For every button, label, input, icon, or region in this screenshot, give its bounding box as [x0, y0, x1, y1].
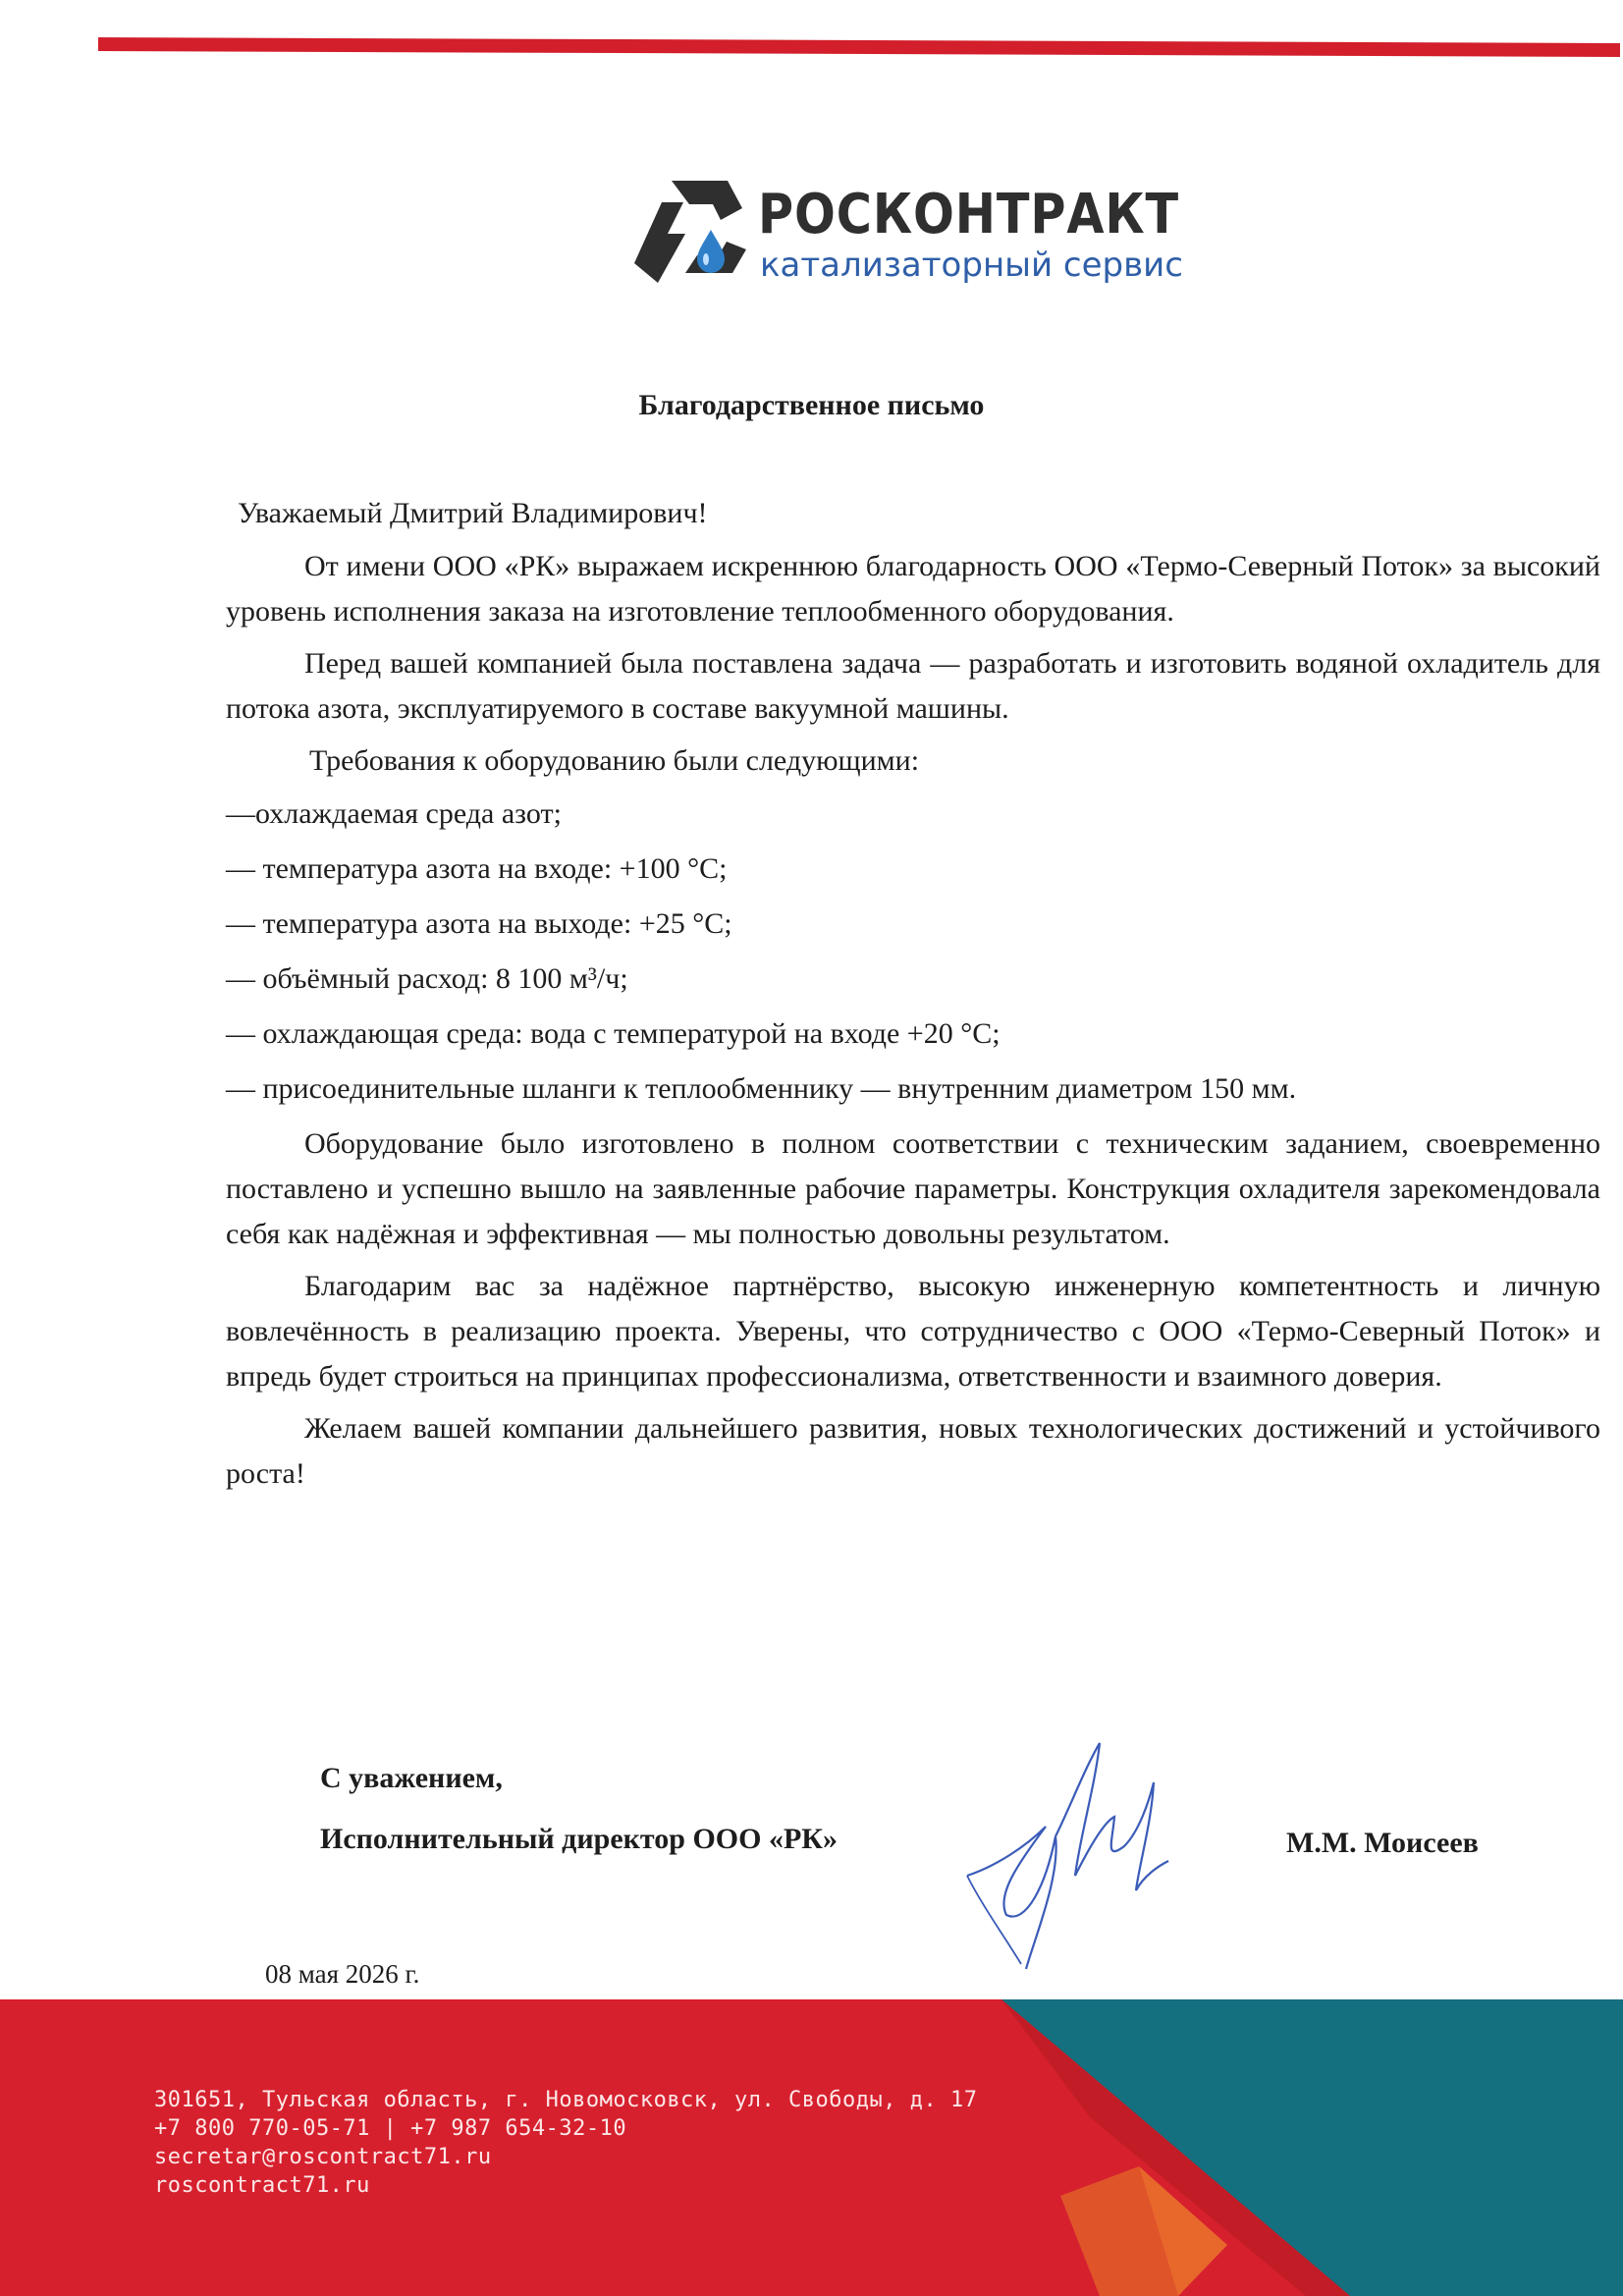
- water-drop-icon: [697, 230, 725, 273]
- requirement-item: — присоединительные шланги к теплообменнику — внутренним диаметром 150 мм.: [226, 1072, 1297, 1105]
- logo-subtitle: катализаторный сервис: [760, 246, 1183, 285]
- footer-contacts: [154, 2086, 977, 2200]
- paragraph-gratitude: Благодарим вас за надёжное партнёрство, высокую инженерную компетентность и личную вовлечённость в реализацию проекта. Уверены, что сотрудничество с ООО «Термо-Северный Поток» и впредь будет строиться на принципах профессионализма, ответственности и взаимного доверия.: [226, 1270, 1600, 1393]
- paragraph-intro: От имени ООО «РК» выражаем искреннюю благодарность ООО «Термо-Северный Поток» за высокий уровень исполнения заказа на изготовление теплообменного оборудования.: [226, 550, 1600, 628]
- requirement-item: — температура азота на выходе: +25 °С;: [226, 907, 732, 940]
- recycling-arrows-icon: [624, 173, 752, 286]
- closing-regards: С уважением,: [320, 1762, 503, 1794]
- requirement-item: — охлаждающая среда: вода с температурой на входе +20 °С;: [226, 1017, 1001, 1050]
- requirement-item: — объёмный расход: 8 100 м³/ч;: [226, 962, 628, 995]
- footer-phones: +7 800 770-05-71 | +7 987 654-32-10: [154, 2116, 627, 2141]
- document-title: Благодарственное письмо: [638, 389, 985, 421]
- company-logo: [624, 163, 1183, 291]
- footer-website[interactable]: roscontract71.ru: [154, 2173, 370, 2198]
- top-red-stripe: [98, 37, 1620, 57]
- paragraph-task: Перед вашей компанией была поставлена задача — разработать и изготовить водяной охладитель для потока азота, эксплуатируемого в составе вакуумной машины.: [226, 647, 1600, 725]
- signer-name: М.М. Моисеев: [1286, 1827, 1479, 1859]
- requirements-list: [226, 792, 1600, 1112]
- requirements-intro: Требования к оборудованию были следующими:: [309, 744, 920, 777]
- requirement-item: —охлаждаемая среда азот;: [226, 797, 562, 830]
- letter-body: [226, 491, 1600, 1503]
- footer-email[interactable]: secretar@roscontract71.ru: [154, 2145, 492, 2169]
- logo-title: РОСКОНТРАКТ: [758, 183, 1180, 246]
- letter-date: 08 мая 2026 г.: [265, 1959, 420, 1989]
- footer-address: 301651, Тульская область, г. Новомосковск, ул. Свободы, д. 17: [154, 2088, 978, 2112]
- requirement-item: — температура азота на входе: +100 °С;: [226, 852, 728, 885]
- signer-position: Исполнительный директор ООО «РК»: [320, 1823, 839, 1855]
- paragraph-result: Оборудование было изготовлено в полном соответствии с техническим заданием, своевременно поставлено и успешно вышло на заявленные рабочие параметры. Конструкция охладителя зарекомендовала себя как надёжная и эффективная — мы полностью довольны результатом.: [226, 1127, 1600, 1250]
- handwritten-signature: [957, 1728, 1193, 1974]
- salutation: Уважаемый Дмитрий Владимирович!: [238, 497, 708, 529]
- paragraph-wishes: Желаем вашей компании дальнейшего развития, новых технологических достижений и устойчивого роста!: [226, 1412, 1600, 1490]
